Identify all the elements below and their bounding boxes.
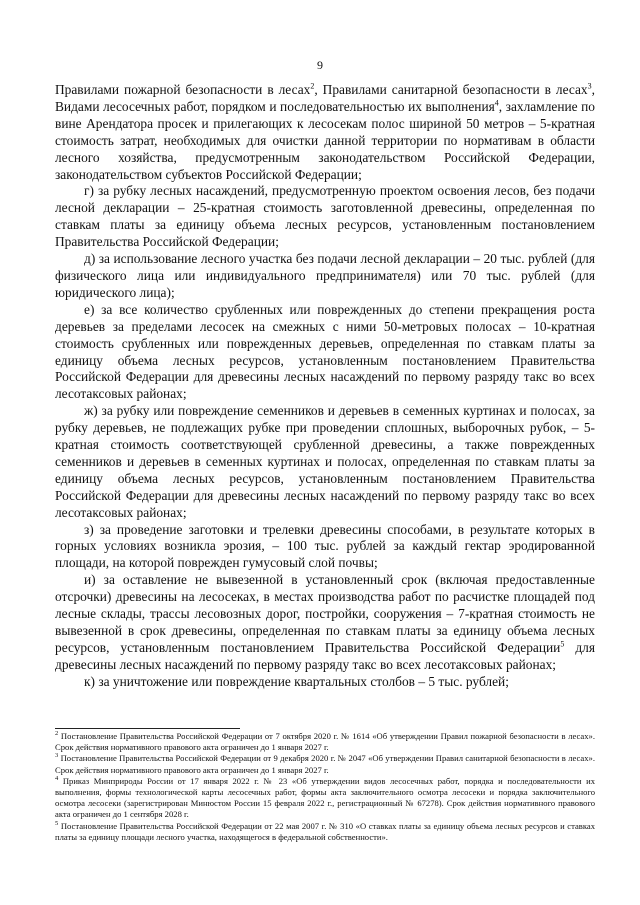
footnote-2 [55, 731, 595, 753]
paragraph-text: и) за оставление не вывезенной в установленный срок (включая предоставленные отсрочки) древесины на лесосеках, в местах производства работ по расчистке площадей под лесные склады, трассы лесовозных дорог, постройки, сооружения – 7-кратная стоимость не вывезенной в срок древесины, определенная по ставкам платы за единицу объема лесных ресурсов, установленным постановлением Правительства Российской Федерации [55, 572, 595, 655]
footnote-ref-3[interactable]: 3 [587, 81, 592, 91]
footnote-number: 4 [55, 774, 59, 782]
footnote-ref-4[interactable]: 4 [494, 98, 499, 108]
footnote-text: Приказ Минприроды России от 17 января 2022 г. № 23 «Об утверждении видов лесосечных работ, порядка и последовательности их выполнения, формы технологической карты лесосечных работ, формы акта заключительного осмотра лесосеки и порядка заключительного осмотра лесосеки (зарегистрирован Минюстом России 15 февраля 2022 г., регистрационный № 67278). Срок действия нормативного правового акта ограничен до 1 сентября 2028 г. [55, 775, 595, 820]
footnotes [55, 731, 595, 843]
paragraph-text: , Видами лесосечных работ, порядком и последовательностью их выполнения [55, 82, 595, 114]
footnote-4 [55, 776, 595, 821]
footnote-divider [55, 728, 240, 729]
paragraph-text: для древесины лесных насаждений по первому разряду такс во всех лесотаксовых районах; [55, 639, 595, 672]
footnote-text: Постановление Правительства Российской Федерации от 7 октября 2020 г. № 1614 «Об утверждении Правил пожарной безопасности в лесах». Срок действия нормативного правового акта ограничен до 1 января 2027 г. [55, 731, 595, 753]
paragraph-item-d: д) за использование лесного участка без подачи лесной декларации – 20 тыс. рублей (для физического лица или индивидуального предпринимателя) или 70 тыс. рублей (для юридического лица); [55, 251, 595, 300]
paragraph-item-z: з) за проведение заготовки и трелевки древесины способами, в результате которых в горных условиях возникла эрозия, – 100 тыс. рублей за каждый гектар эродированной площади, на которой поврежден гумусовый слой почвы; [55, 521, 595, 571]
paragraph-text: , захламление по вине Арендатора просек и прилегающих к лесосекам полос шириной 50 метров – 5-кратная стоимость затрат, необходимых для очистки данной территории по нормативам в области лесного хозяйства, предусмотренным законодательством Российской Федерации, законодательством субъектов Российской Федерации; [55, 98, 595, 182]
paragraph-item-zh: ж) за рубку или повреждение семенников и деревьев в семенных куртинах и полосах, за рубку деревьев, не подлежащих рубке при проведении сплошных, выборочных рубок, – 5-кратная стоимость соответствующей срубленной древесины, а также поврежденных семенников и деревьев в семенных куртинах и полосах, определенная по ставкам платы за единицу объема лесных ресурсов, установленным постановлением Правительства Российской Федерации для древесины лесных насаждений по первому разряду такс во всех лесотаксовых районах; [55, 403, 595, 520]
footnote-5 [55, 821, 595, 843]
footnote-number: 5 [55, 819, 59, 827]
paragraph-item-i [55, 572, 595, 673]
footnote-text: Постановление Правительства Российской Федерации от 22 мая 2007 г. № 310 «О ставках платы за единицу объема лесных ресурсов и ставках платы за единицу площади лесного участка, находящегося в федеральной собственности». [55, 820, 595, 842]
footnote-number: 2 [55, 730, 59, 738]
main-text [55, 82, 595, 691]
paragraph-text: Правилами пожарной безопасности в лесах [55, 82, 311, 97]
footnote-text: Постановление Правительства Российской Федерации от 9 декабря 2020 г. № 2047 «Об утверждении Правил санитарной безопасности в лесах». Срок действия нормативного правового акта ограничен до 1 января 2027 г. [55, 753, 595, 775]
page-number: 9 [317, 58, 323, 72]
footnote-number: 3 [55, 752, 59, 760]
footnote-ref-5[interactable]: 5 [560, 639, 565, 649]
paragraph-item-g: г) за рубку лесных насаждений, предусмотренную проектом освоения лесов, без подачи лесной декларации – 25-кратная стоимость заготовленной древесины, определенная по ставкам платы за единицу объема лесных ресурсов, установленным постановлением Правительства Российской Федерации; [55, 183, 595, 250]
paragraph-item-k: к) за уничтожение или повреждение квартальных столбов – 5 тыс. рублей; [84, 673, 509, 689]
footnote-3 [55, 753, 595, 775]
footnote-ref-2[interactable]: 2 [310, 81, 315, 91]
paragraph-fire-safety-rules [55, 82, 595, 183]
paragraph-text: , Правилами санитарной безопасности в лесах [314, 82, 588, 97]
paragraph-item-e: е) за все количество срубленных или поврежденных до степени прекращения роста деревьев за пределами лесосек на смежных с ними 50-метровых полосах – 10-кратная стоимость срубленных или поврежденных деревьев, определенная по ставкам платы за единицу объема лесных ресурсов, установленным постановлением Правительства Российской Федерации для древесины лесных насаждений по первому разряду такс во всех лесотаксовых районах; [55, 301, 595, 402]
